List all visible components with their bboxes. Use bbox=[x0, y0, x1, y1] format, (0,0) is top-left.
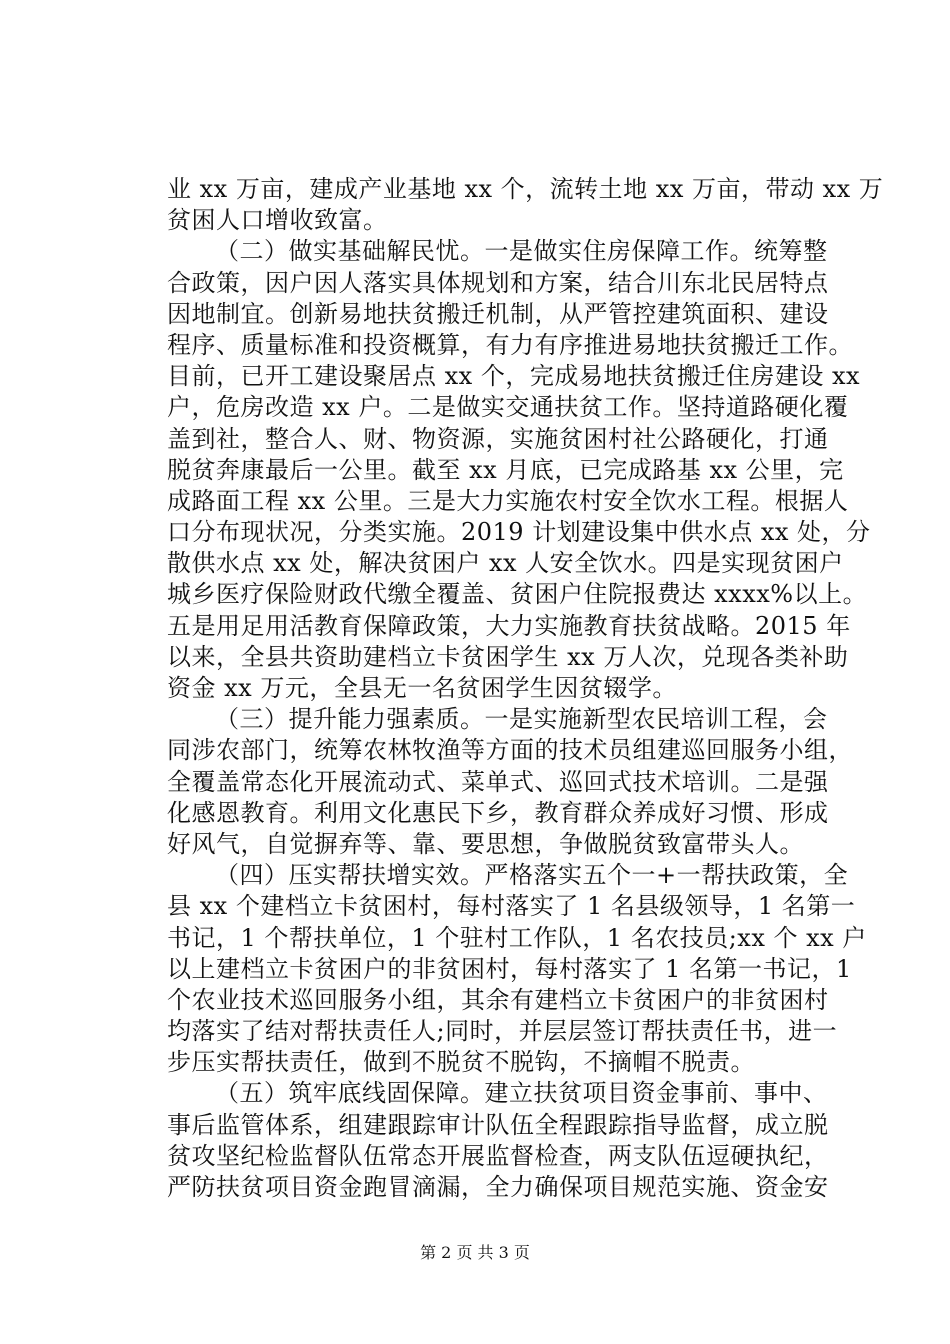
text-line: 书记，1 个帮扶单位，1 个驻村工作队，1 名农技员;xx 个 xx 户 bbox=[167, 923, 867, 952]
text-line: 散供水点 xx 处，解决贫困户 xx 人安全饮水。四是实现贫困户 bbox=[167, 549, 844, 578]
text-line: 城乡医疗保险财政代缴全覆盖、贫困户住院报费达 xxxx%以上。 bbox=[167, 580, 868, 609]
page-number: 第 2 页 共 3 页 bbox=[420, 1243, 530, 1262]
text-line: 五是用足用活教育保障政策，大力实施教育扶贫战略。2015 年 bbox=[167, 611, 851, 640]
text-line: 因地制宜。创新易地扶贫搬迁机制，从严管控建筑面积、建设 bbox=[167, 299, 829, 328]
text-line: 均落实了结对帮扶责任人;同时，并层层签订帮扶责任书，进一 bbox=[167, 1017, 838, 1046]
document-body bbox=[167, 174, 884, 1203]
text-line: 事后监管体系，组建跟踪审计队伍全程跟踪指导监督，成立脱 bbox=[167, 1110, 829, 1139]
text-line: （三）提升能力强素质。一是实施新型农民培训工程，会 bbox=[215, 705, 828, 734]
text-line: 资金 xx 万元，全县无一名贫困学生因贫辍学。 bbox=[167, 674, 677, 702]
text-line: 户，危房改造 xx 户。二是做实交通扶贫工作。坚持道路硬化覆 bbox=[167, 393, 849, 422]
text-line: 个农业技术巡回服务小组，其余有建档立卡贫困户的非贫困村 bbox=[167, 985, 829, 1014]
text-line: （二）做实基础解民忧。一是做实住房保障工作。统筹整 bbox=[215, 237, 828, 266]
text-line: 全覆盖常态化开展流动式、菜单式、巡回式技术培训。二是强 bbox=[167, 767, 829, 796]
text-line: 同涉农部门，统筹农林牧渔等方面的技术员组建巡回服务小组， bbox=[167, 736, 853, 765]
text-line: 好风气，自觉摒弃等、靠、要思想，争做脱贫致富带头人。 bbox=[167, 829, 804, 858]
text-line: 脱贫奔康最后一公里。截至 xx 月底，已完成路基 xx 公里，完 bbox=[167, 455, 844, 484]
text-line: 县 xx 个建档立卡贫困村，每村落实了 1 名县级领导，1 名第一 bbox=[167, 892, 856, 921]
text-line: 以来，全县共资助建档立卡贫困学生 xx 万人次，兑现各类补助 bbox=[167, 642, 849, 671]
text-line: （五）筑牢底线固保障。建立扶贫项目资金事前、事中、 bbox=[215, 1079, 828, 1108]
text-line: 程序、质量标准和投资概算，有力有序推进易地扶贫搬迁工作。 bbox=[167, 330, 853, 359]
text-line: 贫攻坚纪检监督队伍常态开展监督检查，两支队伍逗硬执纪， bbox=[167, 1141, 829, 1170]
text-line: 口分布现状况，分类实施。2019 计划建设集中供水点 xx 处，分 bbox=[167, 518, 871, 547]
text-line: 业 xx 万亩，建成产业基地 xx 个，流转土地 xx 万亩，带动 xx 万 bbox=[167, 175, 884, 203]
text-line: 以上建档立卡贫困户的非贫困村，每村落实了 1 名第一书记，1 bbox=[167, 954, 852, 983]
text-line: 步压实帮扶责任，做到不脱贫不脱钩，不摘帽不脱责。 bbox=[167, 1048, 755, 1077]
text-line: 目前，已开工建设聚居点 xx 个，完成易地扶贫搬迁住房建设 xx bbox=[167, 362, 861, 391]
text-line: 盖到社，整合人、财、物资源，实施贫困村社公路硬化，打通 bbox=[167, 424, 829, 453]
text-line: （四）压实帮扶增实效。严格落实五个一+一帮扶政策，全 bbox=[215, 861, 849, 890]
text-line: 贫困人口增收致富。 bbox=[167, 206, 388, 235]
text-line: 合政策，因户因人落实具体规划和方案，结合川东北民居特点 bbox=[167, 268, 829, 297]
text-line: 严防扶贫项目资金跑冒滴漏，全力确保项目规范实施、资金安 bbox=[167, 1173, 829, 1201]
text-line: 成路面工程 xx 公里。三是大力实施农村安全饮水工程。根据人 bbox=[167, 486, 849, 515]
text-line: 化感恩教育。利用文化惠民下乡，教育群众养成好习惯、形成 bbox=[167, 798, 829, 827]
